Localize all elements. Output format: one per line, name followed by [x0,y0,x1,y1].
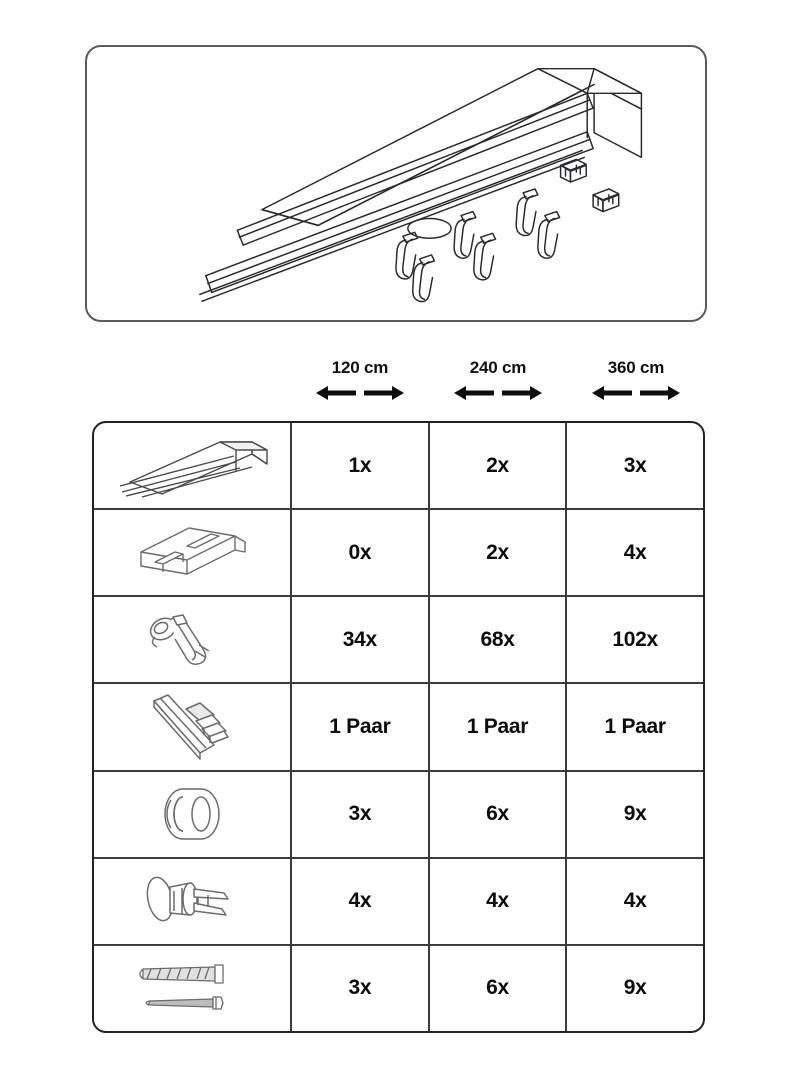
arrow-right-icon [640,385,680,401]
qty-240: 6x [430,772,568,857]
table-row [94,423,703,510]
qty-240: 2x [430,510,568,595]
qty-120: 0x [292,510,430,595]
part-icon-cell [94,597,292,682]
end-cap-icon [142,691,242,763]
qty-360: 9x [623,976,647,1000]
qty-360: 1 Paar [604,714,666,738]
part-icon-cell [94,423,292,508]
curtain-rail-assembly-diagram [87,47,705,320]
glider-hook-icon [137,607,247,673]
table-row [94,772,703,859]
table-row [94,597,703,684]
arrow-right-icon [502,385,542,401]
part-icon-cell [94,510,292,595]
column-header-arrows [592,384,680,402]
column-header-240 [429,358,567,416]
qty-360: 102x [612,627,658,651]
part-icon-cell [94,946,292,1031]
table-row [94,946,703,1031]
arrow-right-icon [364,385,404,401]
arrow-left-icon [316,385,356,401]
qty-120: 3x [292,772,430,857]
wall-plug-screw-icon [127,959,257,1017]
part-icon-cell [94,859,292,944]
qty-240: 4x [430,859,568,944]
qty-120: 34x [292,597,430,682]
part-icon-cell [94,684,292,769]
column-header-arrows [454,384,542,402]
qty-240: 6x [430,946,568,1031]
table-row [94,510,703,597]
push-rivet-clip-icon [138,871,246,931]
parts-quantity-table [92,421,705,1033]
qty-240: 2x [430,423,568,508]
qty-240: 68x [430,597,568,682]
table-row [94,859,703,946]
column-header-label: 360 cm [607,358,665,377]
part-icon-cell [94,772,292,857]
qty-360: 4x [623,889,647,913]
column-header-arrows [316,384,404,402]
qty-360: 4x [623,540,647,564]
ring-washer-icon [153,782,231,846]
column-header-360 [567,358,705,416]
curtain-rail-profile-icon [112,434,272,498]
illustration-panel [85,45,707,322]
table-row [94,684,703,771]
column-header-label: 240 cm [469,358,527,377]
qty-120: 1x [292,423,430,508]
qty-120: 1 Paar [292,684,430,769]
qty-360: 9x [623,802,647,826]
rail-connector-bracket-icon [127,522,257,584]
column-headers [291,358,705,416]
qty-240: 1 Paar [430,684,568,769]
qty-360: 3x [623,453,647,477]
column-header-120 [291,358,429,416]
arrow-left-icon [592,385,632,401]
qty-120: 3x [292,946,430,1031]
column-header-label: 120 cm [331,358,389,377]
arrow-left-icon [454,385,494,401]
qty-120: 4x [292,859,430,944]
